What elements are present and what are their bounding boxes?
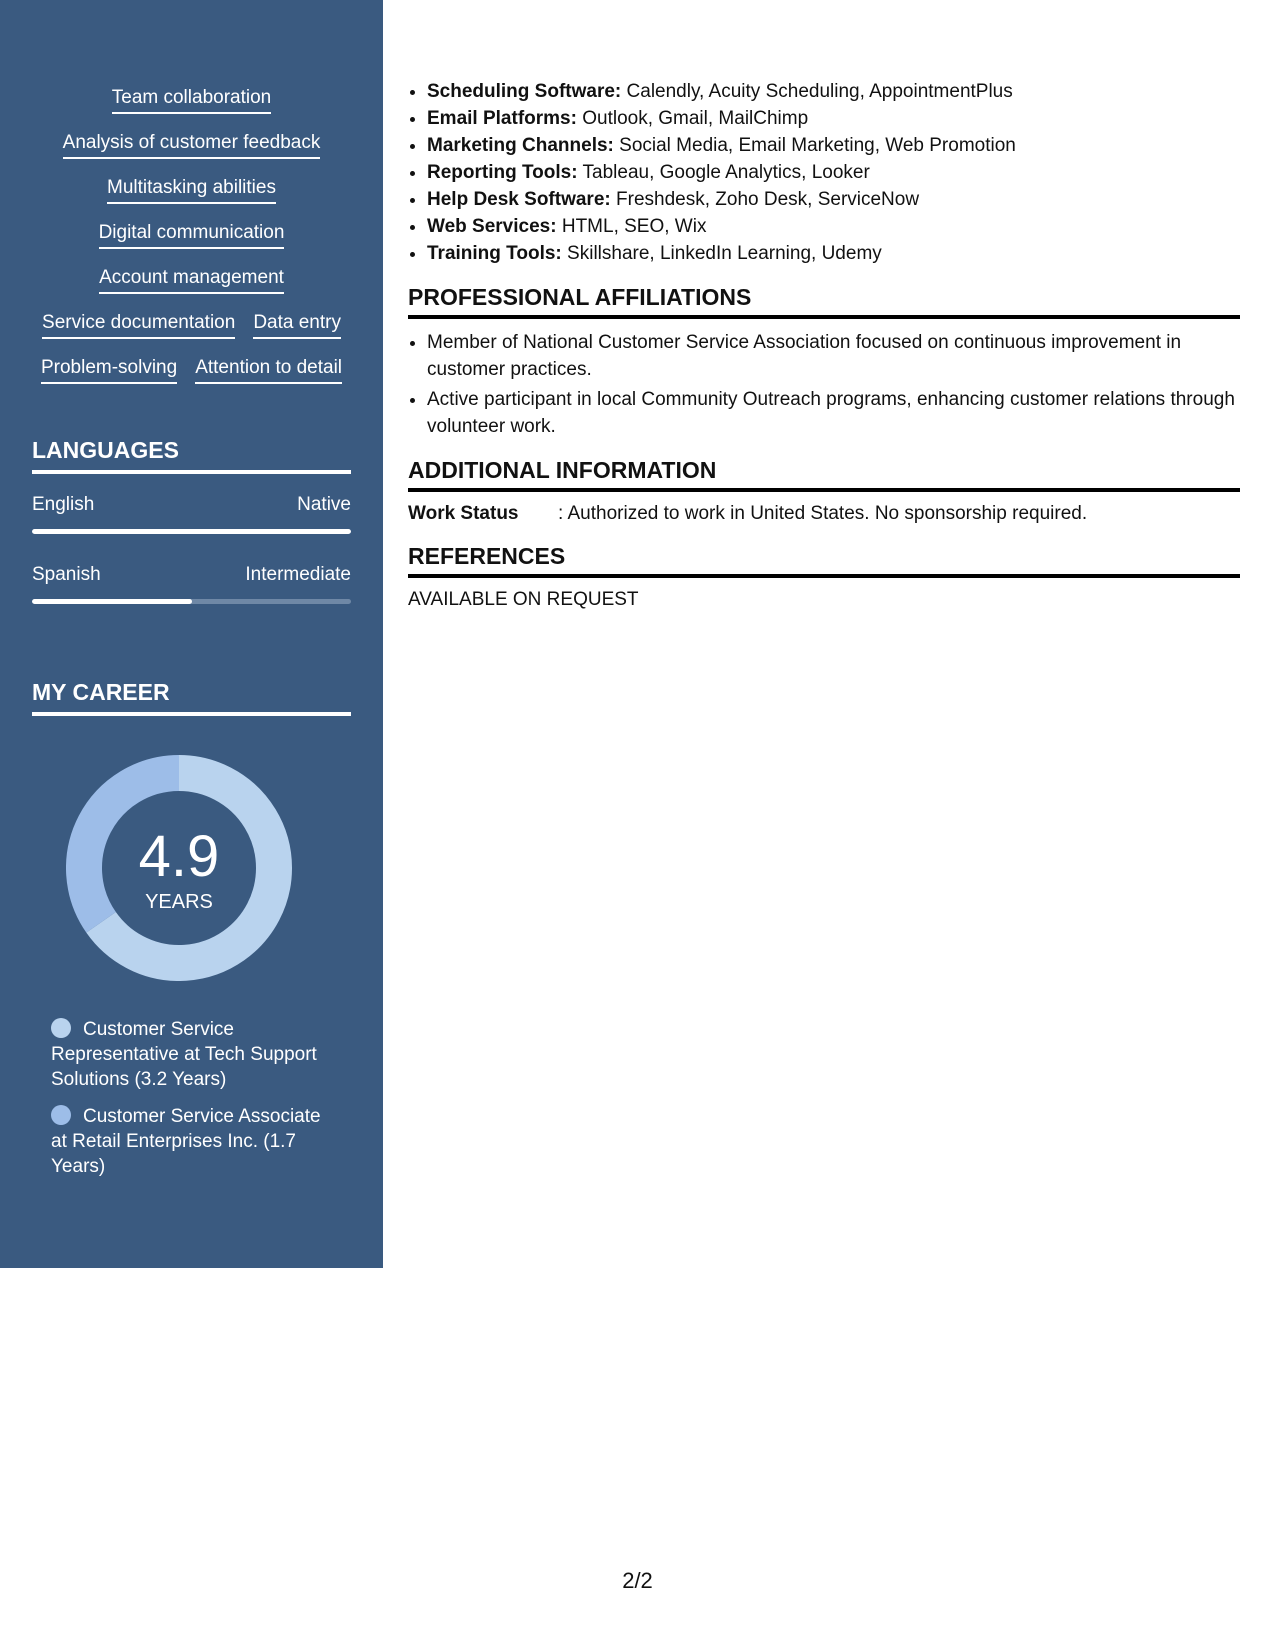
language-level: Intermediate — [245, 564, 351, 585]
language-bar-fill — [32, 599, 192, 604]
career-total-years: 4.9 — [138, 824, 220, 889]
skill-row — [0, 131, 383, 176]
skill-values: Skillshare, LinkedIn Learning, Udemy — [567, 243, 882, 264]
technical-skills-list — [408, 78, 1240, 267]
references-heading: REFERENCES — [408, 542, 1240, 578]
skill-values: Tableau, Google Analytics, Looker — [582, 162, 870, 183]
skill-row — [0, 176, 383, 221]
skill-category: Training Tools: — [427, 243, 562, 264]
skill-tag: Data entry — [253, 311, 341, 339]
language-level: Native — [297, 494, 351, 515]
skill-category: Email Platforms: — [427, 108, 577, 129]
skill-category: Scheduling Software: — [427, 81, 622, 102]
skill-tag: Analysis of customer feedback — [63, 131, 321, 159]
language-name: English — [32, 494, 95, 515]
list-item — [427, 213, 1240, 240]
work-status-label: Work Status — [408, 503, 519, 524]
skill-values: Outlook, Gmail, MailChimp — [582, 108, 809, 129]
list-item: • Member of National Customer Service Association focused on continuous improvement in customer practices. — [427, 329, 1240, 383]
list-item — [427, 132, 1240, 159]
list-item — [427, 240, 1240, 267]
languages-heading: LANGUAGES — [32, 436, 351, 474]
additional-info-heading: ADDITIONAL INFORMATION — [408, 456, 1240, 492]
skill-category: Marketing Channels: — [427, 135, 614, 156]
skill-tag: Team collaboration — [112, 86, 271, 114]
skill-row — [0, 221, 383, 266]
skill-values: Freshdesk, Zoho Desk, ServiceNow — [616, 189, 920, 210]
list-item — [427, 186, 1240, 213]
career-legend-text: Customer Service Representative at Tech Support Solutions (3.2 Years) — [51, 1019, 317, 1090]
skill-row — [0, 356, 383, 401]
career-legend-item — [51, 1104, 331, 1179]
language-name: Spanish — [32, 564, 101, 585]
page-number: 2/2 — [622, 1568, 653, 1593]
skill-category: Help Desk Software: — [427, 189, 611, 210]
work-status-value: : Authorized to work in United States. No sponsorship required. — [558, 503, 1088, 524]
legend-dot-icon — [51, 1105, 71, 1125]
affiliations-list — [408, 329, 1240, 440]
references-text: AVAILABLE ON REQUEST — [408, 589, 639, 610]
work-status-row — [408, 502, 1240, 526]
language-spanish — [32, 563, 351, 604]
sidebar — [0, 0, 383, 1268]
language-bar — [32, 529, 351, 534]
skill-tag: Service documentation — [42, 311, 235, 339]
language-bar-fill — [32, 529, 351, 534]
affiliations-heading: PROFESSIONAL AFFILIATIONS — [408, 283, 1240, 319]
skill-tag: Multitasking abilities — [107, 176, 276, 204]
skill-values: Calendly, Acuity Scheduling, AppointmentPlus — [626, 81, 1013, 102]
career-legend — [51, 1017, 331, 1191]
skill-tag: Attention to detail — [195, 356, 342, 384]
list-item — [427, 159, 1240, 186]
legend-dot-icon — [51, 1018, 71, 1038]
skill-row — [0, 86, 383, 131]
skill-category: Reporting Tools: — [427, 162, 578, 183]
language-bar — [32, 599, 351, 604]
skill-values: Social Media, Email Marketing, Web Promotion — [619, 135, 1016, 156]
list-item: • Active participant in local Community Outreach programs, enhancing customer relations through volunteer work. — [427, 386, 1240, 440]
skill-row — [0, 266, 383, 311]
main-content — [408, 78, 1240, 612]
skill-row — [0, 311, 383, 356]
career-total-unit: YEARS — [145, 891, 213, 913]
career-heading: MY CAREER — [32, 678, 351, 716]
skill-tag: Digital communication — [99, 221, 285, 249]
skill-values: HTML, SEO, Wix — [561, 216, 707, 237]
list-item — [427, 105, 1240, 132]
skill-category: Web Services: — [427, 216, 557, 237]
career-legend-item — [51, 1017, 331, 1092]
language-english — [32, 493, 351, 534]
list-item — [427, 78, 1240, 105]
skill-tag: Account management — [99, 266, 284, 294]
career-legend-text: Customer Service Associate at Retail Enterprises Inc. (1.7 Years) — [51, 1106, 321, 1177]
skill-tags — [0, 86, 383, 401]
skill-tag: Problem-solving — [41, 356, 177, 384]
